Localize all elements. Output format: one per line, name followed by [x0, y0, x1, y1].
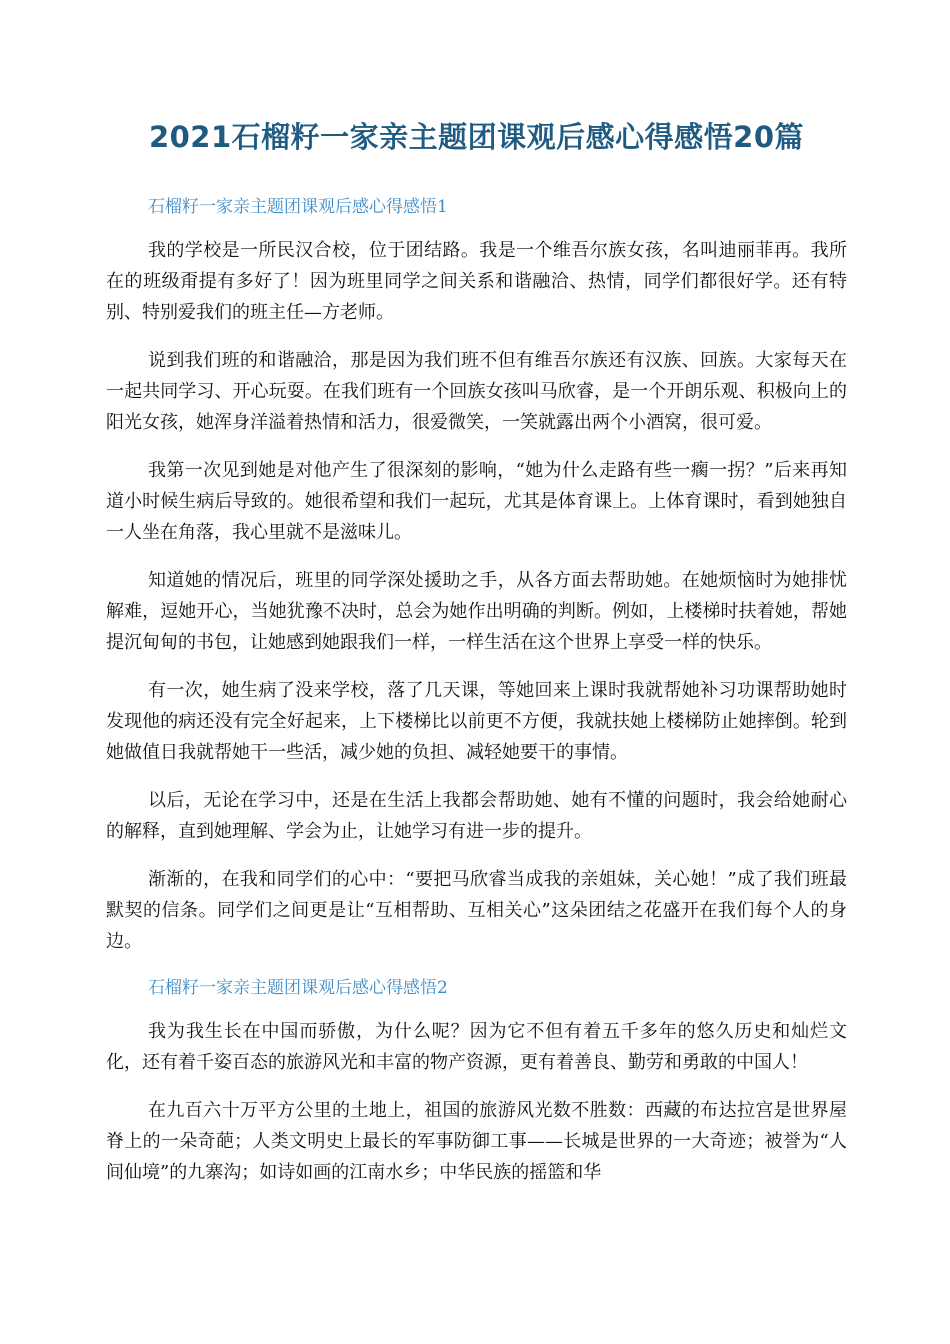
section-2: [106, 974, 847, 1188]
paragraph: 我第一次见到她是对他产生了很深刻的影响，“她为什么走路有些一瘸一拐？”后来再知道小时候生病后导致的。她很希望和我们一起玩，尤其是体育课上。上体育课时，看到她独自一人坐在角落，我心里就不是滋味儿。: [106, 460, 847, 543]
paragraph: 说到我们班的和谐融洽，那是因为我们班不但有维吾尔族还有汉族、回族。大家每天在一起共同学习、开心玩耍。在我们班有一个回族女孩叫马欣睿，是一个开朗乐观、积极向上的阳光女孩，她浑身洋溢着热情和活力，很爱微笑，一笑就露出两个小酒窝，很可爱。: [106, 350, 847, 433]
paragraph: 有一次，她生病了没来学校，落了几天课，等她回来上课时我就帮她补习功课帮助她时发现他的病还没有完全好起来，上下楼梯比以前更不方便，我就扶她上楼梯防止她摔倒。轮到她做值日我就帮她干一些活，减少她的负担、减轻她要干的事情。: [106, 680, 847, 763]
section-heading: 石榴籽一家亲主题团课观后感心得感悟1: [148, 197, 448, 217]
section-1: [106, 193, 847, 957]
paragraph: 以后，无论在学习中，还是在生活上我都会帮助她、她有不懂的问题时，我会给她耐心的解释，直到她理解、学会为止，让她学习有进一步的提升。: [106, 790, 847, 842]
paragraph: 在九百六十万平方公里的土地上，祖国的旅游风光数不胜数：西藏的布达拉宫是世界屋脊上的一朵奇葩；人类文明史上最长的军事防御工事——长城是世界的一大奇迹；被誉为“人间仙境”的九寨沟；如诗如画的江南水乡；中华民族的摇篮和华: [106, 1100, 847, 1183]
paragraph: 我的学校是一所民汉合校，位于团结路。我是一个维吾尔族女孩，名叫迪丽菲再。我所在的班级甭提有多好了！因为班里同学之间关系和谐融洽、热情，同学们都很好学。还有特别、特别爱我们的班主任—方老师。: [106, 240, 847, 323]
paragraph: 渐渐的，在我和同学们的心中：“要把马欣睿当成我的亲姐妹，关心她！”成了我们班最默契的信条。同学们之间更是让“互相帮助、互相关心”这朵团结之花盛开在我们每个人的身边。: [106, 869, 847, 952]
document-title: 2021石榴籽一家亲主题团课观后感心得感悟20篇: [148, 120, 805, 154]
paragraph: 我为我生长在中国而骄傲，为什么呢？因为它不但有着五千多年的悠久历史和灿烂文化，还有着千姿百态的旅游风光和丰富的物产资源，更有着善良、勤劳和勇敢的中国人！: [106, 1021, 847, 1073]
paragraph: 知道她的情况后，班里的同学深处援助之手，从各方面去帮助她。在她烦恼时为她排忧解难，逗她开心，当她犹豫不决时，总会为她作出明确的判断。例如，上楼梯时扶着她，帮她提沉甸甸的书包，让她感到她跟我们一样，一样生活在这个世界上享受一样的快乐。: [106, 570, 847, 653]
section-heading: 石榴籽一家亲主题团课观后感心得感悟2: [148, 978, 448, 998]
